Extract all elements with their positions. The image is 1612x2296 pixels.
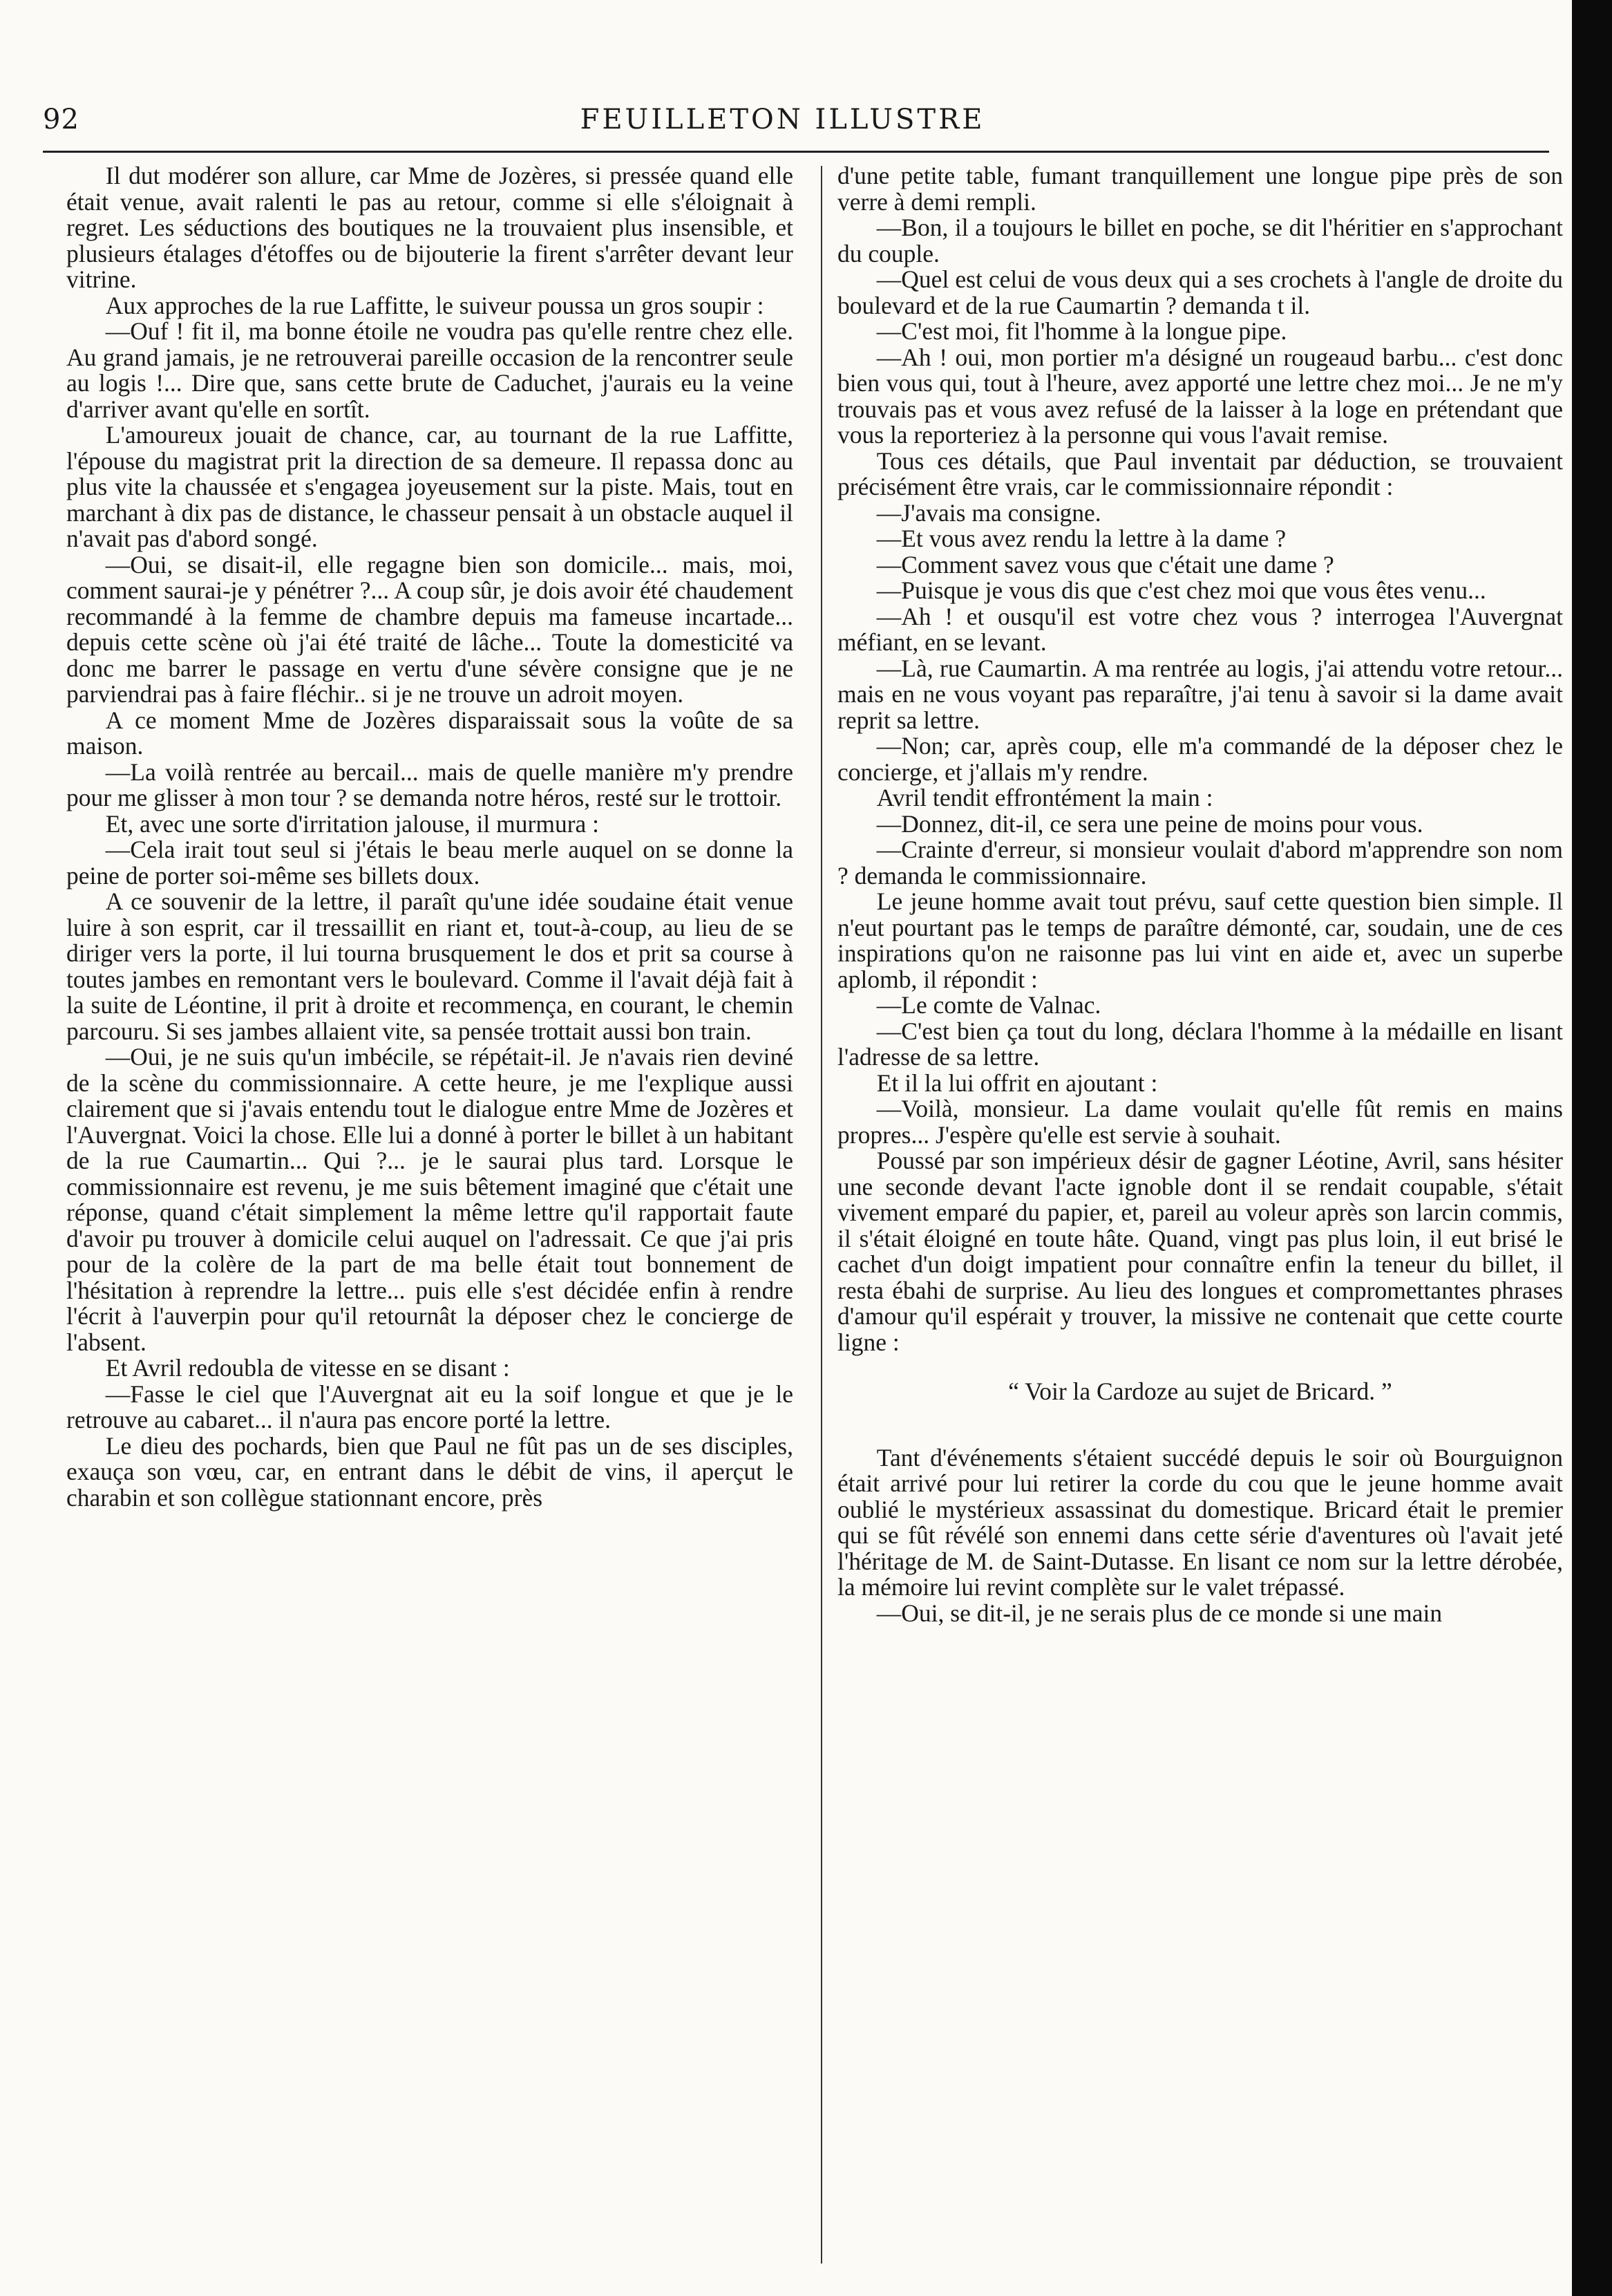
paragraph: Tous ces détails, que Paul inventait par déduction, se trouvaient précisément être vrais, car le commissionnaire répondit : [837,446,1563,500]
paragraph: Et il la lui offrit en ajoutant : [876,1069,1158,1097]
running-head: FEUILLETON ILLUSTRE [580,104,985,135]
paragraph: L'amoureux jouait de chance, car, au tournant de la rue Laffitte, l'épouse du magistrat prit la direction de sa demeure. Il repassa donc au plus vite la chaussée et s'engagea joyeusement sur la piste. Mais, tout en marchant à dix pas de distance, le chasseur pensait à un obstacle auquel il n'avait pas d'abord songé. [66,421,793,552]
paragraph: A ce moment Mme de Jozères disparaissait sous la voûte de sa maison. [66,706,793,760]
paragraph: —Et vous avez rendu la lettre à la dame ? [876,525,1287,552]
paragraph: —Quel est celui de vous deux qui a ses crochets à l'angle de droite du boulevard et de la rue Caumartin ? demanda t il. [837,265,1563,319]
paragraph: —Cela irait tout seul si j'étais le beau merle auquel on se donne la peine de porter soi-même ses billets doux. [66,836,793,890]
paragraph: —Comment savez vous que c'était une dame ? [876,550,1334,578]
paragraph: Et, avec une sorte d'irritation jalouse, il murmura : [105,809,600,838]
quoted-note: “ Voir la Cardoze au sujet de Bricard. ” [1008,1377,1392,1405]
paragraph: —Bon, il a toujours le billet en poche, se dit l'héritier en s'approchant du couple. [837,214,1563,267]
paragraph: Aux approches de la rue Laffitte, le suiveur poussa un gros soupir : [105,291,764,319]
paragraph: Avril tendit effrontément la main : [876,784,1213,811]
paragraph: —J'avais ma consigne. [876,498,1101,527]
paragraph: Il dut modérer son allure, car Mme de Jozères, si pressée quand elle était venue, avait ralenti le pas au retour, comme si elle s'éloignait à regret. Les séductions des boutiques ne la trouvaient plus insensible, et plusieurs étalages d'étoffes ou de bijouterie la firent s'arrêter devant leur vitrine. [66,162,793,293]
paragraph: —C'est moi, fit l'homme à la longue pipe. [876,317,1287,345]
page-number: 92 [43,104,79,135]
paragraph: —Le comte de Valnac. [876,991,1101,1019]
paragraph: —Crainte d'erreur, si monsieur voulait d'abord m'apprendre son nom ? demanda le commissionnaire. [837,836,1563,890]
paragraph: d'une petite table, fumant tranquillement une longue pipe près de son verre à demi rempli. [837,162,1563,216]
right-column [837,163,1563,1626]
scan-edge-bar [1572,0,1612,2296]
paragraph: —Donnez, dit-il, ce sera une peine de moins pour vous. [876,809,1423,838]
paragraph: —Puisque je vous dis que c'est chez moi que vous êtes venu... [876,576,1486,604]
paragraph: Tant d'événements s'étaient succédé depuis le soir où Bourguignon était arrivé pour lui retirer la corde du cou que le jeune homme avait oublié le mystérieux assassinat du domestique. Bricard était le premier qui se fût révélé son ennemi dans cette série d'aventures où l'avait jeté l'héritage de M. de Saint-Dutasse. En lisant ce nom sur la lettre dérobée, la mémoire lui revint complète sur le valet trépassé. [837,1443,1563,1601]
paragraph: Le dieu des pochards, bien que Paul ne fût pas un de ses disciples, exauça son vœu, car, en entrant dans le débit de vins, il aperçut le charabin et son collègue stationnant encore, près [66,1431,793,1512]
paragraph: Le jeune homme avait tout prévu, sauf cette question bien simple. Il n'eut pourtant pas le temps de paraître démonté, car, soudain, une de ces inspirations qu'on ne raisonne pas lui vint en aide et, avec un superbe aplomb, il répondit : [837,887,1563,993]
paragraph: —Fasse le ciel que l'Auvergnat ait eu la soif longue et que je le retrouve au cabaret... il n'aura pas encore porté la lettre. [66,1380,793,1433]
left-column [66,163,793,1511]
paragraph: A ce souvenir de la lettre, il paraît qu'une idée soudaine était venue luire à son esprit, car il tressaillit en riant et, tout-à-coup, au lieu de se diriger vers la porte, il lui tourna brusquement le dos et prit sa course à toutes jambes en remontant vers le boulevard. Comme il l'avait déjà fait à la suite de Léontine, il prit à droite et recommença, en courant, le chemin parcouru. Si ses jambes allaient vite, sa pensée trottait aussi bon train. [66,887,793,1045]
paragraph: —Oui, se dit-il, je ne serais plus de ce monde si une main [876,1599,1443,1627]
paragraph: —Voilà, monsieur. La dame voulait qu'elle fût remis en mains propres... J'espère qu'elle est servie à souhait. [837,1095,1563,1149]
paragraph: —C'est bien ça tout du long, déclara l'homme à la médaille en lisant l'adresse de sa lettre. [837,1017,1563,1071]
paragraph: —Là, rue Caumartin. A ma rentrée au logis, j'ai attendu votre retour... mais en ne vous voyant pas reparaître, j'ai tenu à savoir si la dame avait reprit sa lettre. [837,654,1563,734]
paragraph: Et Avril redoubla de vitesse en se disant : [105,1354,510,1382]
paragraph: Poussé par son impérieux désir de gagner Léotine, Avril, sans hésiter une seconde devant l'acte ignoble dont il se rendait coupable, s'était vivement emparé du papier, et, pareil au voleur après son larcin commis, il s'était éloigné en toute hâte. Quand, vingt pas plus loin, il eut brisé le cachet d'un doigt impatient pour connaître enfin la teneur du billet, il resta ébahi de surprise. Au lieu des longues et compromettantes phrases d'amour qu'il espérait y trouver, la missive ne contenait que cette courte ligne : [837,1147,1563,1356]
paragraph: —Oui, je ne suis qu'un imbécile, se répétait-il. Je n'avais rien deviné de la scène du commissionnaire. A cette heure, je me l'explique aussi clairement que si j'avais entendu tout le dialogue entre Mme de Jozères et l'Auvergnat. Voici la chose. Elle lui a donné à porter le billet à un habitant de la rue Caumartin... Qui ?... je le saurai plus tard. Lorsque le commissionnaire est revenu, je me suis bêtement imaginé que c'était une réponse, quand c'était simplement la même lettre qu'il rapportait faute d'avoir pu trouver à domicile celui auquel on l'adressait. Ce que j'ai pris pour de la colère de la part de ma belle était tout bonnement de l'hésitation à reprendre la lettre... puis elle s'est décidée enfin à rendre l'écrit à l'auverpin pour qu'il retournât la déposer chez le concierge de l'absent. [66,1043,793,1356]
paragraph: —La voilà rentrée au bercail... mais de quelle manière m'y prendre pour me glisser à mon tour ? se demanda notre héros, resté sur le trottoir. [66,758,793,811]
header-rule [43,151,1549,153]
paragraph: —Non; car, après coup, elle m'a commandé de la déposer chez le concierge, et j'allais m'y rendre. [837,732,1563,786]
paragraph: —Ah ! et ousqu'il est votre chez vous ? interrogea l'Auvergnat méfiant, en se levant. [837,602,1563,656]
column-divider [821,166,822,2264]
paragraph: —Oui, se disait-il, elle regagne bien son domicile... mais, moi, comment saurai-je y pénétrer ?... A coup sûr, je dois avoir été chaudement recommandé à la femme de chambre depuis ma fameuse incartade... depuis cette scène où j'ai été traité de lâche... Toute la domesticité va donc me barrer le passage en vertu d'une sévère consigne que je ne parviendrai pas à faire fléchir.. si je ne trouve un adroit moyen. [66,550,793,708]
paragraph: —Ah ! oui, mon portier m'a désigné un rougeaud barbu... c'est donc bien vous qui, tout à l'heure, avez apporté une lettre chez moi... Je ne m'y trouvais pas et vous avez refusé de la laisser à la loge en prétendant que vous la reporteriez à la personne qui vous l'avait remise. [837,343,1563,449]
paragraph: —Ouf ! fit il, ma bonne étoile ne voudra pas qu'elle rentre chez elle. Au grand jamais, je ne retrouverai pareille occasion de la rencontrer seule au logis !... Dire que, sans cette brute de Caduchet, j'aurais eu la veine d'arriver avant qu'elle en sortît. [66,317,793,423]
